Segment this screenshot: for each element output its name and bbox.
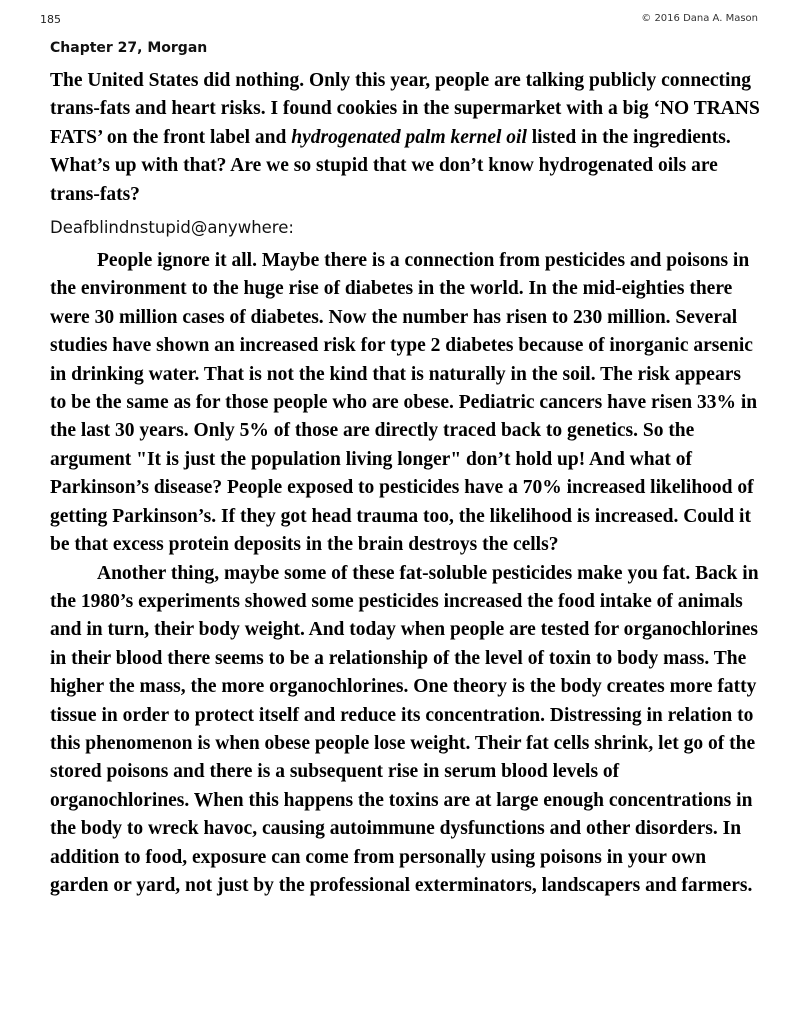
body-text — [50, 67, 762, 900]
email-address-line: Deafblindnstupid@anywhere: — [50, 218, 294, 238]
copyright-notice: © 2016 Dana A. Mason — [641, 13, 758, 24]
paragraph-1-italic-text: hydrogenated palm kernel oil — [291, 126, 527, 148]
paragraph-2: People ignore it all. Maybe there is a connection from pesticides and poisons in the environment to the huge rise of diabetes in the world. In the mid-eighties there were 30 million cases of diabetes. Now the number has risen to 230 million. Several studies have shown an increased risk for type 2 diabetes because of inorganic arsenic in drinking water. That is not the kind that is naturally in the soil. The risk appears to be the same as for those people who are obese. Pediatric cancers have risen 33% in the last 30 years. Only 5% of those are directly traced back to genetics. So the argument "It is just the population living longer" don’t hold up! And what of Parkinson’s disease? People exposed to pesticides have a 70% increased likelihood of getting Parkinson’s. If they got head trauma too, the likelihood is increased. Could it be that excess protein deposits in the brain destroys the cells? — [50, 250, 758, 556]
paragraph-1-text-b: listed in the ingredients. What’s up with that? Are we so stupid that we don’t know hydrogenated oils are trans-fats? — [50, 126, 731, 205]
page-number: 185 — [40, 13, 61, 26]
paragraph-3: Another thing, maybe some of these fat-soluble pesticides make you fat. Back in the 1980’s experiments showed some pesticides increased the food intake of animals and in turn, their body weight. And today when people are tested for organochlorines in their blood there seems to be a relationship of the level of toxin to body mass. The higher the mass, the more organochlorines. One theory is the body creates more fatty tissue in order to protect itself and reduce its concentration. Distressing in relation to this phenomenon is when obese people lose weight. Their fat cells shrink, let go of the stored poisons and there is a subsequent rise in serum blood levels of organochlorines. When this happens the toxins are at large enough concentrations in the body to wreck havoc, causing autoimmune dysfunctions and other disorders. In addition to food, exposure can come from personally using poisons in your own garden or yard, not just by the professional exterminators, landscapers and farmers. — [50, 562, 759, 896]
chapter-heading: Chapter 27, Morgan — [50, 40, 208, 56]
paragraph-1-text-a: The United States did nothing. Only this year, people are talking publicly connecting trans-fats and heart risks. I found cookies in the supermarket with a big ‘NO TRANS FATS’ on the front label and — [50, 70, 760, 148]
paragraph-1 — [50, 67, 762, 209]
